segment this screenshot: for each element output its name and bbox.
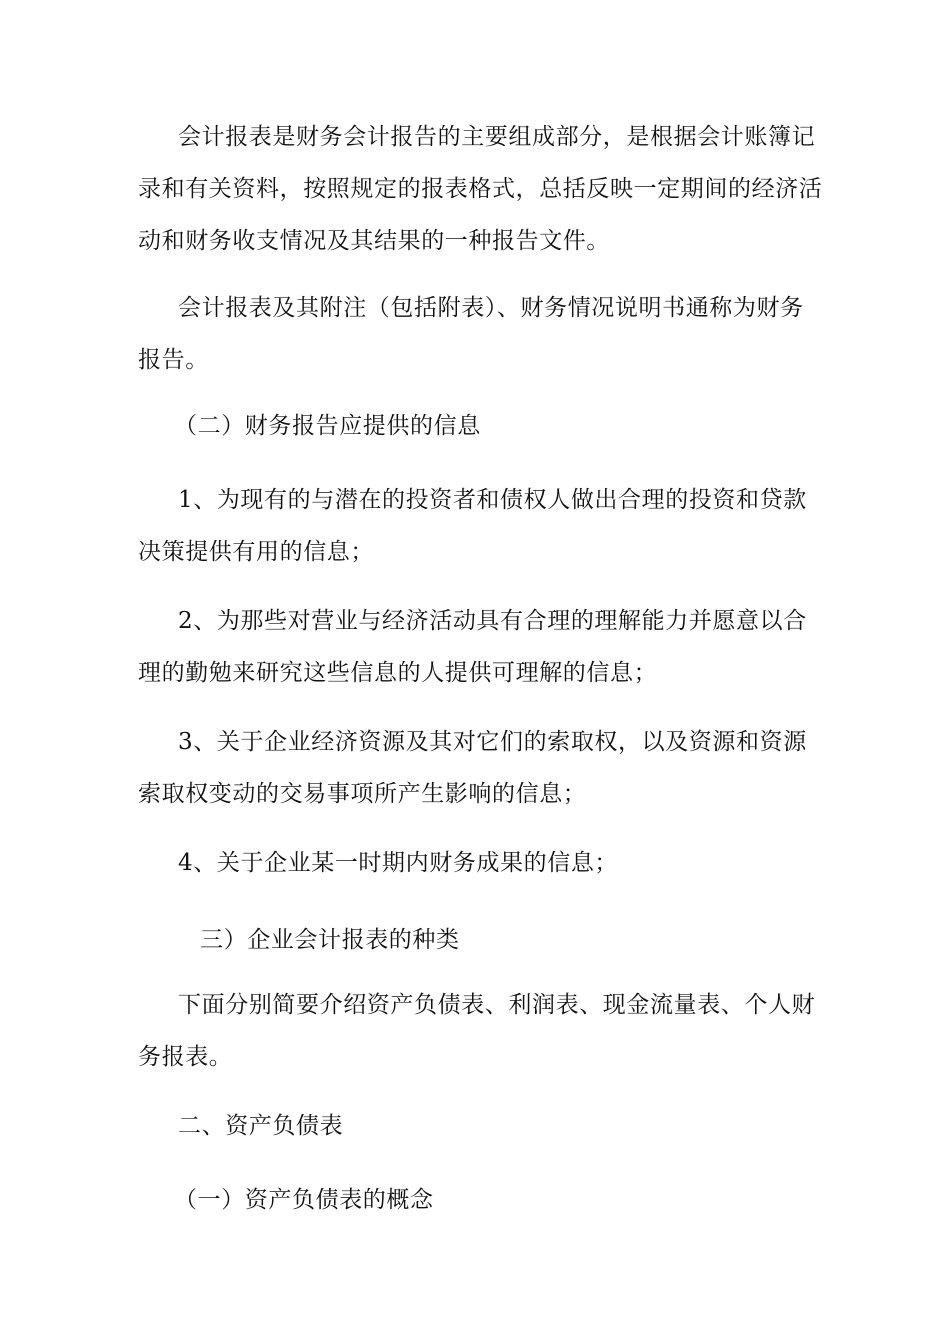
text-line: （一）资产负债表的概念 [174,1187,434,1213]
subsection-heading-balance-sheet-concept [138,1174,823,1226]
text-line: 3、关于企业经济资源及其对它们的索取权，以及资源和资源 [178,729,807,755]
text-line: （二）财务报告应提供的信息 [174,413,481,439]
text-line: 2、为那些对营业与经济活动具有合理的理解能力并愿意以合 [178,608,807,634]
paragraph-report-types-intro [138,979,823,1083]
text-line: 动和财务收支情况及其结果的一种报告文件。 [138,228,610,254]
paragraph-report-definition [138,111,823,267]
text-line: 报告。 [138,347,209,373]
list-item-3 [138,716,823,820]
text-line: 录和有关资料，按照规定的报表格式，总括反映一定期间的经济活 [138,176,823,202]
section-heading-report-types [138,914,823,966]
section-heading-report-information [138,400,823,452]
paragraph-financial-report [138,282,823,386]
section-heading-balance-sheet [138,1100,823,1152]
text-line: 下面分别简要介绍资产负债表、利润表、现金流量表、个人财 [178,992,816,1018]
text-line: 会计报表及其附注（包括附表）、财务情况说明书通称为财务 [178,295,804,321]
list-item-4 [138,837,823,889]
list-item-2 [138,595,823,699]
text-line: 三）企业会计报表的种类 [200,927,460,953]
text-line: 务报表。 [138,1044,233,1070]
text-line: 会计报表是财务会计报告的主要组成部分，是根据会计账簿记 [178,124,816,150]
text-line: 1、为现有的与潜在的投资者和债权人做出合理的投资和贷款 [178,487,807,513]
text-line: 理的勤勉来研究这些信息的人提供可理解的信息； [138,660,658,686]
list-item-1 [138,474,823,578]
text-line: 索取权变动的交易事项所产生影响的信息； [138,781,587,807]
text-line: 4、关于企业某一时期内财务成果的信息； [178,850,619,876]
text-line: 二、资产负债表 [178,1113,344,1139]
text-line: 决策提供有用的信息； [138,539,374,565]
